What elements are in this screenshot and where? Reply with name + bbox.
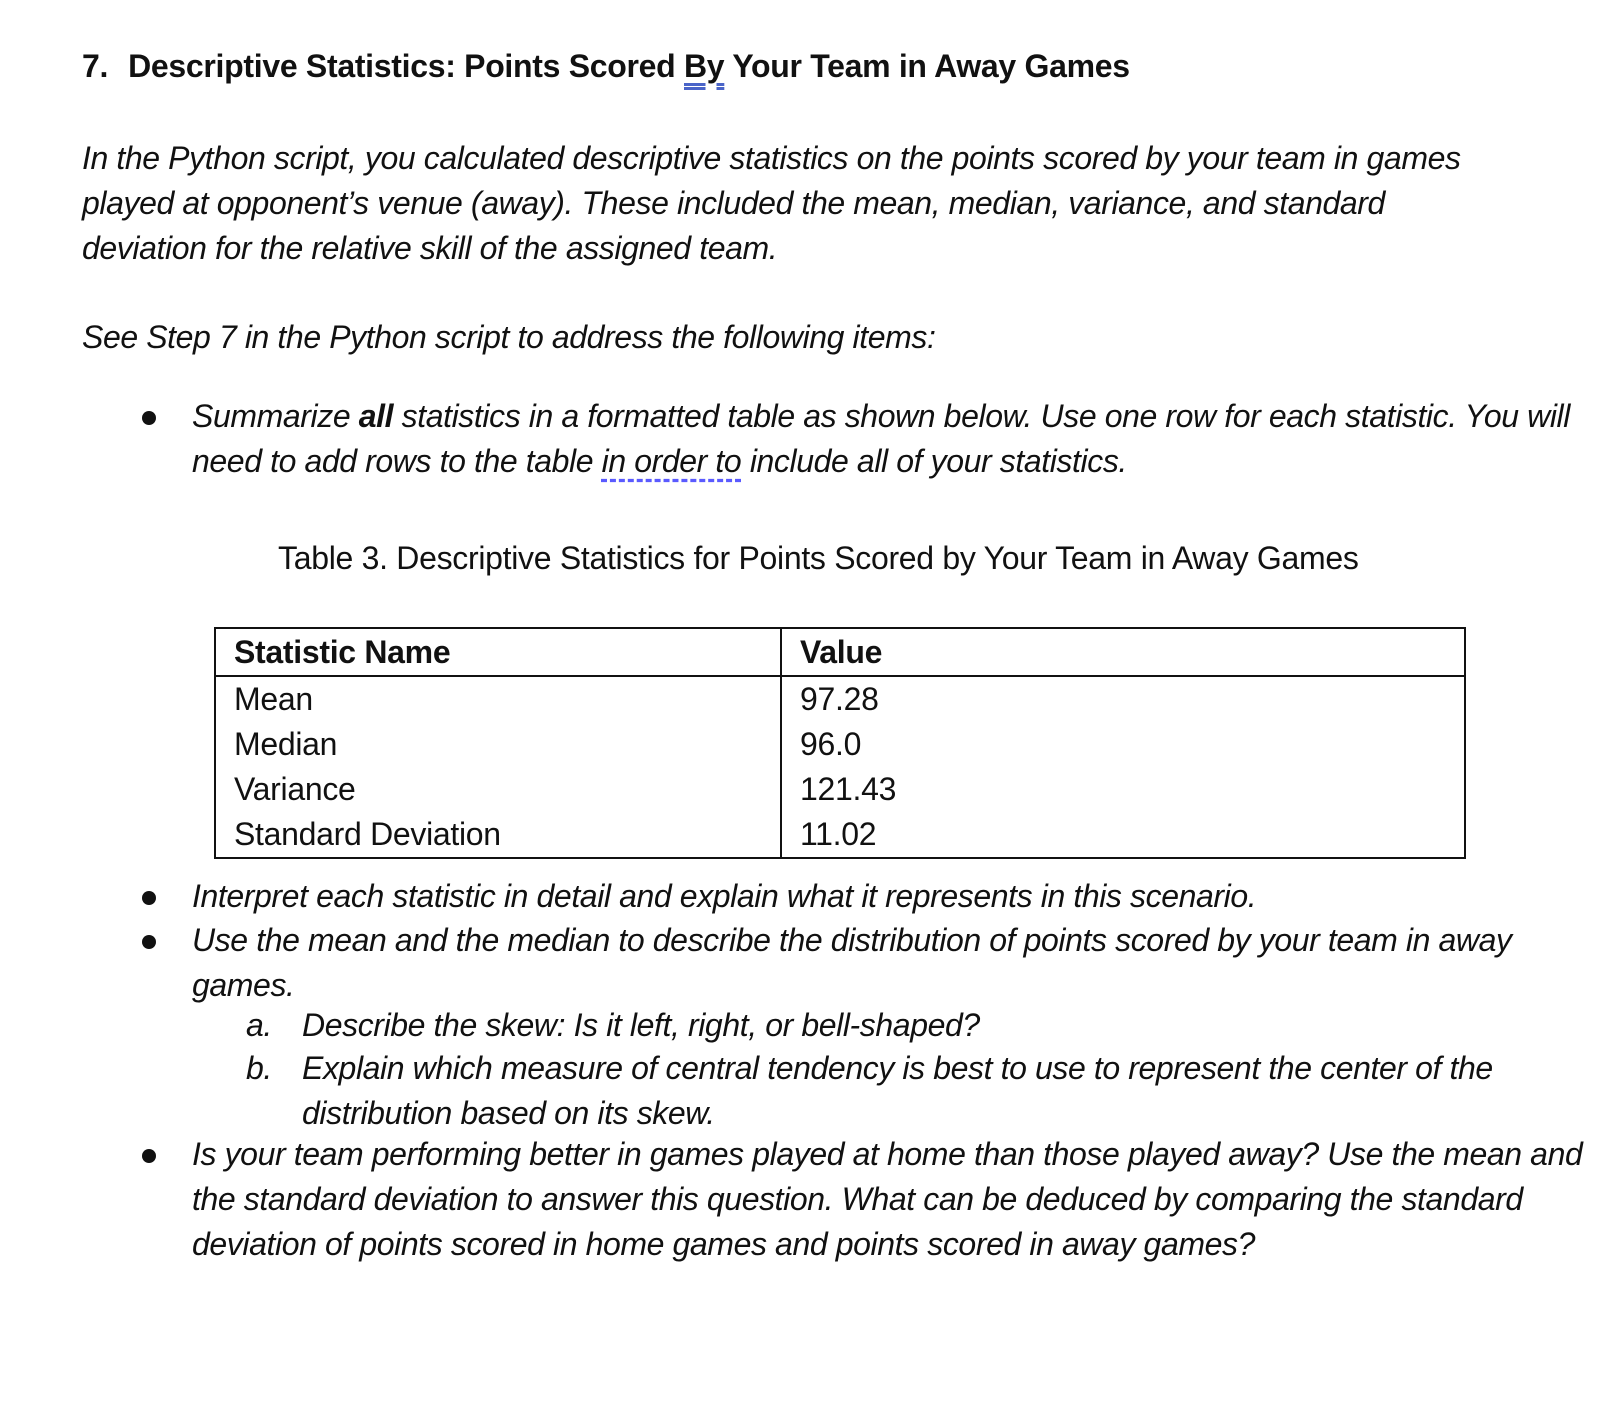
table-header-row [215,628,1465,676]
row-label: Mean [215,676,781,722]
row-value: 96.0 [781,722,1465,767]
heading-text-start: Descriptive Statistics: Points Scored [128,48,684,84]
statistics-table [214,627,1466,859]
bullet-dot-icon [142,1149,156,1163]
row-value: 11.02 [781,812,1465,858]
bullet-home-vs-away-text: Is your team performing better in games played at home than those played away? Use the mean and the standard deviation to answer this question. What can be deduced by comparing the standard deviation of points scored in home games and points scored in away games? [192,1136,1583,1262]
row-label: Standard Deviation [215,812,781,858]
bullet-summarize-part3: include all of your statistics. [741,443,1127,479]
bullet-mean-median-text: Use the mean and the median to describe the distribution of points scored by your team in away games. [192,922,1512,1003]
heading-text-end: Your Team in Away Games [724,48,1130,84]
bullet-dot-icon [142,411,156,425]
header-statistic-name: Statistic Name [215,628,781,676]
bullet-summarize-dotted: in order to [601,443,742,479]
sub-item-a-label: a. [246,1007,272,1043]
table-row [215,722,1465,767]
table-row [215,767,1465,812]
table-row [215,676,1465,722]
bullet-interpret-text: Interpret each statistic in detail and explain what it represents in this scenario. [192,878,1257,914]
section-number: 7. [82,48,109,84]
sub-item-b-text: Explain which measure of central tendency is best to use to represent the center of the distribution based on its skew. [302,1050,1493,1131]
bullet-summarize-bold: all [358,398,394,434]
row-value: 121.43 [781,767,1465,812]
row-value: 97.28 [781,676,1465,722]
section-heading [82,48,1130,85]
header-value: Value [781,628,1465,676]
bullet-summarize-text [192,394,1592,484]
intro-paragraph: In the Python script, you calculated descriptive statistics on the points scored by your team in games played at opponent’s venue (away). These included the mean, median, variance, and standard deviation for the relative skill of the assigned team. [82,140,1461,266]
sub-item-a-text: Describe the skew: Is it left, right, or bell-shaped? [302,1007,980,1043]
table-row [215,812,1465,858]
bullet-dot-icon [142,935,156,949]
bullet-summarize-part2: statistics in a formatted table as shown below. Use one row for each statistic. You will need to add rows to the table [192,398,1570,479]
row-label: Median [215,722,781,767]
bullet-dot-icon [142,891,156,905]
table-caption: Table 3. Descriptive Statistics for Points Scored by Your Team in Away Games [278,540,1359,576]
row-label: Variance [215,767,781,812]
sub-item-b-label: b. [246,1050,272,1086]
heading-text-by: By [684,48,725,84]
instruction-paragraph: See Step 7 in the Python script to address the following items: [82,319,936,355]
bullet-summarize-part1: Summarize [192,398,359,434]
